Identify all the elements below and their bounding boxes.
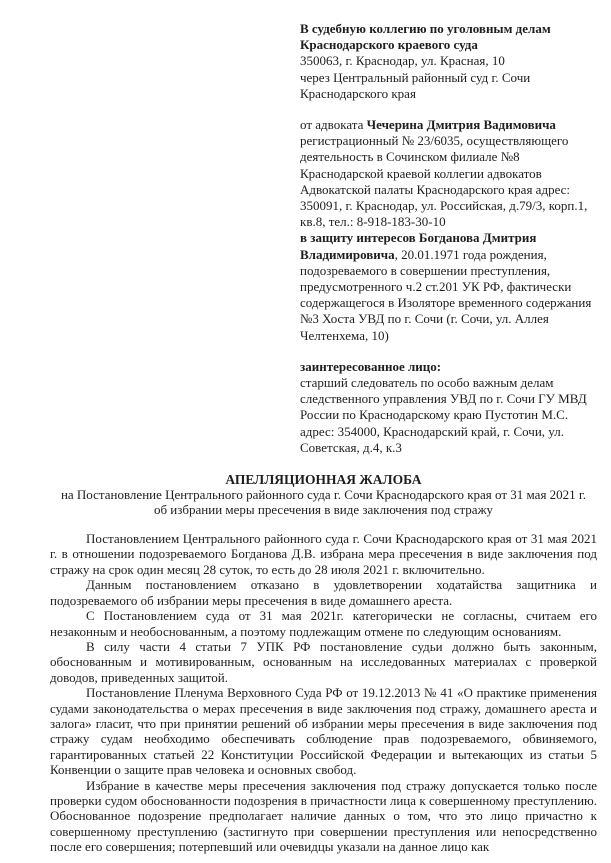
interested-person-block <box>300 359 597 456</box>
paragraph-ruling-summary: Постановлением Центрального районного суда г. Сочи Краснодарского края от 31 мая 2021 г. в отношении подозреваемого Богданова Д.В. избрана мера пресечения в виде заключения под стражу на срок один месяц 28 суток, то есть до 28 июля 2021 г. включительно. <box>50 531 597 577</box>
paragraph-disagreement: С Постановлением суда от 31 мая 2021г. категорически не согласны, считаем его незаконным и необоснованным, а поэтому подлежащим отмене по следующим основаниям. <box>50 608 597 639</box>
court-name: В судебную коллегию по уголовным делам Краснодарского краевого суда <box>300 21 551 53</box>
interested-details: старший следователь по особо важным делам следственного управления УВД по г. Сочи ГУ МВД России по Краснодарскому краю Пустотин М.С. адрес: 354000, Краснодарский край, г. Сочи, ул. Советская, д.4, к.3 <box>300 375 587 455</box>
paragraph-upk-basis: В силу части 4 статьи 7 УПК РФ постановление судьи должно быть законным, обоснованным и мотивированным, основанным на исследованных материалах с проверкой доводов, приведенных защитой. <box>50 638 597 685</box>
court-via-line: через Центральный районный суд г. Сочи Краснодарского края <box>300 69 531 101</box>
title-block <box>50 471 597 517</box>
defense-block <box>300 230 597 343</box>
document-subtitle-line-1: на Постановление Центрального районного суда г. Сочи Краснодарского края от 31 мая 2021 г. <box>60 487 587 503</box>
defense-details: , 20.01.1971 года рождения, подозреваемого в совершении преступления, предусмотренного ч.2 ст.201 УК РФ, фактически содержащегося в Изоляторе временного содержания №3 Хоста УВД по г. Сочи (г. Сочи, ул. Аллея Челтенхема, 10) <box>300 246 592 343</box>
document-subtitle-line-2: об избрании меры пресечения в виде заключения под стражу <box>153 501 494 517</box>
advocate-details: регистрационный № 23/6035, осуществляющего деятельность в Сочинском филиале №8 Краснодарской краевой коллегии адвокатов Адвокатской палаты Краснодарского края адрес: 350091, г. Краснодар, ул. Российская, д.79/3, корп.1, кв.8, тел.: 8-918-183-30-10 <box>300 133 588 230</box>
addressee-court-block <box>300 21 597 102</box>
paragraph-denied-motion: Данным постановлением отказано в удовлетворении ходатайства защитника и подозреваемого об избрании меры пресечения в виде домашнего ареста. <box>50 577 597 608</box>
court-address: 350063, г. Краснодар, ул. Красная, 10 <box>300 53 505 69</box>
paragraph-custody-grounds: Избрание в качестве меры пресечения заключения под стражу допускается только после проверки судом обоснованности подозрения в причастности лица к совершенному преступлению. Обоснованное подозрение предполагает наличие данных о том, что это лицо причастно к совершенному преступлению (застигнуто при совершении преступления или непосредственно после его совершения; потерпевший или очевидцы указали на данное лицо как <box>50 777 597 855</box>
advocate-prefix: от адвоката <box>300 117 367 133</box>
advocate-block <box>300 117 597 230</box>
defense-intro: в защиту интересов Богданова Дмитрия Владимировича <box>300 230 537 262</box>
interested-label: заинтересованное лицо: <box>300 358 442 374</box>
paragraph-plenum-ruling: Постановление Пленума Верховного Суда РФ от 19.12.2013 № 41 «О практике применения судами законодательства о мерах пресечения в виде заключения под стражу, домашнего ареста и залога» гласит, что при принятии решений об избрании меры пресечения в виде заключения под стражу судам необходимо обеспечивать соблюдение прав подозреваемого, обвиняемого, гарантированных статьей 22 Конституции Российской Федерации и вытекающих из статьи 5 Конвенции о защите прав человека и основных свобод. <box>50 685 597 778</box>
document-title: АПЕЛЛЯЦИОННАЯ ЖАЛОБА <box>225 472 422 488</box>
advocate-name: Чечерина Дмитрия Вадимовича <box>366 117 556 133</box>
document-header <box>300 21 597 456</box>
document-body <box>50 531 597 855</box>
